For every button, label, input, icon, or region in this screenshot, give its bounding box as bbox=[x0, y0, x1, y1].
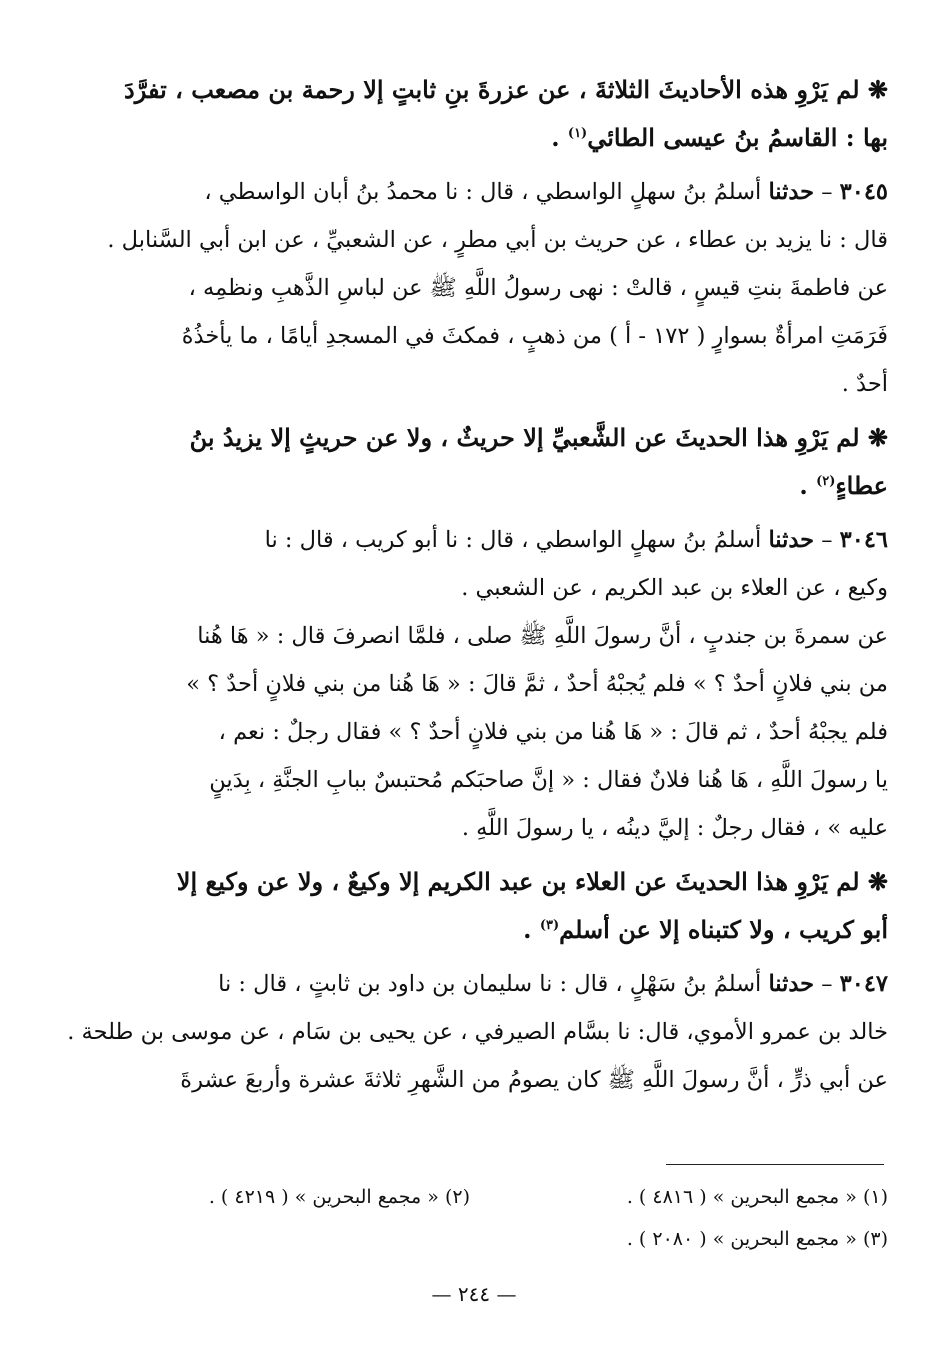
text-line: بها : القاسمُ بنُ عيسى الطائي$^{(١)}$ . bbox=[551, 123, 888, 152]
footnote-row bbox=[52, 1176, 888, 1218]
hadith-heading-line: ٣٠٤٥ – حدثنا أسلمُ بنُ سهلٍ الواسطي ، قال : نا محمدُ بنُ أبان الواسطي ، bbox=[204, 179, 888, 205]
text-line: عن فاطمةَ بنتِ قيسٍ ، قالتْ : نهى رسولُ اللَّهِ ﷺ عن لباسِ الذَّهبِ ونظمِه ، bbox=[188, 275, 888, 301]
text-fragment: عطاءٍ bbox=[835, 471, 888, 500]
text-line: ❋ لم يَرْوِ هذه الأحاديثَ الثلاثةَ ، عن عزرةَ بنِ ثابتٍ إلا رحمة بن مصعب ، تفرَّدَ bbox=[124, 75, 888, 104]
text-line: قال : نا يزيد بن عطاء ، عن حريث بن أبي مطرٍ ، عن الشعبيِّ ، عن ابن أبي السَّنابل . bbox=[107, 227, 888, 253]
text-line: عطاءٍ$^{(٢)}$ . bbox=[799, 471, 888, 500]
text-fragment: أسلمُ بنُ سهلٍ الواسطي ، قال : نا أبو كريب ، قال : نا bbox=[264, 527, 762, 553]
hadith-label: حدثنا bbox=[768, 527, 815, 553]
text-line: عن أبي ذرٍّ ، أنَّ رسولَ اللَّهِ ﷺ كان يصومُ من الشَّهرِ ثلاثةَ عشرة وأربعَ عشرةَ bbox=[180, 1067, 888, 1093]
text-fragment: بها : القاسمُ بنُ عيسى الطائي bbox=[587, 123, 888, 152]
hadith-number: ٣٠٤٧ bbox=[839, 971, 888, 997]
footnotes bbox=[52, 1176, 888, 1260]
hadith-heading-line: ٣٠٤٦ – حدثنا أسلمُ بنُ سهلٍ الواسطي ، قال : نا أبو كريب ، قال : نا bbox=[264, 527, 888, 553]
page-body bbox=[52, 66, 888, 1104]
text-line: عليه » ، فقال رجلٌ : إليَّ دينُه ، يا رسولَ اللَّهِ . bbox=[461, 815, 888, 841]
hadith-3047 bbox=[52, 960, 888, 1104]
note-paragraph-3 bbox=[52, 858, 888, 954]
text-line: أبو كريب ، ولا كتبناه إلا عن أسلم$^{(٣)}$ . bbox=[523, 915, 888, 944]
text-line: من بني فلانٍ أحدٌ ؟ » فلم يُجبْهُ أحدٌ ، ثمَّ قالَ : « هَا هُنا من بني فلانٍ أحدٌ ؟ » bbox=[186, 671, 888, 697]
text-line: خالد بن عمرو الأموي، قال: نا بسَّام الصيرفي ، عن يحيى بن سَام ، عن موسى بن طلحة . bbox=[67, 1019, 888, 1045]
footnote-divider bbox=[666, 1164, 884, 1165]
hadith-3046 bbox=[52, 516, 888, 852]
text-line: فَرَمَتِ امرأةٌ بسوارٍ ( ١٧٢ - أ ) من ذهبٍ ، فمكثَ في المسجدِ أيامًا ، ما يأخذُهُ bbox=[181, 323, 888, 349]
hadith-number: ٣٠٤٦ bbox=[839, 527, 888, 553]
text-line: ❋ لم يَرْوِ هذا الحديثَ عن الشَّعبيِّ إلا حريثٌ ، ولا عن حريثٍ إلا يزيدُ بنُ bbox=[189, 423, 888, 452]
hadith-label: حدثنا bbox=[768, 971, 815, 997]
text-line: فلم يجبْهُ أحدٌ ، ثم قالَ : « هَا هُنا من بني فلانٍ أحدٌ ؟ » فقال رجلٌ : نعم ، bbox=[218, 719, 888, 745]
note-paragraph-1 bbox=[52, 66, 888, 162]
hadith-number: ٣٠٤٥ bbox=[839, 179, 888, 205]
text-line: ❋ لم يَرْوِ هذا الحديثَ عن العلاء بن عبد الكريم إلا وكيعٌ ، ولا عن وكيع إلا bbox=[176, 867, 888, 896]
text-fragment: أبو كريب ، ولا كتبناه إلا عن أسلم bbox=[559, 915, 888, 944]
footnote-ref: (٣) bbox=[539, 918, 560, 933]
hadith-3045 bbox=[52, 168, 888, 408]
text-fragment: أسلمُ بنُ سهلٍ الواسطي ، قال : نا محمدُ بنُ أبان الواسطي ، bbox=[204, 179, 762, 205]
page-number: — ٢٤٤ — bbox=[431, 1282, 517, 1306]
hadith-label: حدثنا bbox=[768, 179, 815, 205]
text-line: أحدٌ . bbox=[841, 371, 888, 397]
text-line: وكيع ، عن العلاء بن عبد الكريم ، عن الشعبي . bbox=[461, 575, 888, 601]
footnote-ref: (١) bbox=[567, 126, 588, 141]
hadith-heading-line: ٣٠٤٧ – حدثنا أسلمُ بنُ سَهْلٍ ، قال : نا سليمان بن داود بن ثابتٍ ، قال : نا bbox=[218, 971, 888, 997]
text-fragment: أسلمُ بنُ سَهْلٍ ، قال : نا سليمان بن داود بن ثابتٍ ، قال : نا bbox=[218, 971, 762, 997]
footnote-ref: (٢) bbox=[816, 474, 836, 489]
footnote-2: (٢) « مجمع البحرين » ( ٤٢١٩ ) . bbox=[208, 1186, 470, 1208]
text-line: عن سمرةَ بن جندبٍ ، أنَّ رسولَ اللَّهِ ﷺ صلى ، فلمَّا انصرفَ قال : « هَا هُنا bbox=[197, 623, 888, 649]
text-line: يا رسولَ اللَّهِ ، هَا هُنا فلانٌ فقال : « إنَّ صاحبَكم مُحتبسٌ ببابِ الجنَّةِ ، بِدَينٍ bbox=[209, 767, 888, 793]
footnote-row bbox=[52, 1218, 888, 1260]
footnote-3: (٣) « مجمع البحرين » ( ٢٠٨٠ ) . bbox=[626, 1228, 888, 1250]
note-paragraph-2 bbox=[52, 414, 888, 510]
footnote-1: (١) « مجمع البحرين » ( ٤٨١٦ ) . bbox=[626, 1186, 888, 1208]
